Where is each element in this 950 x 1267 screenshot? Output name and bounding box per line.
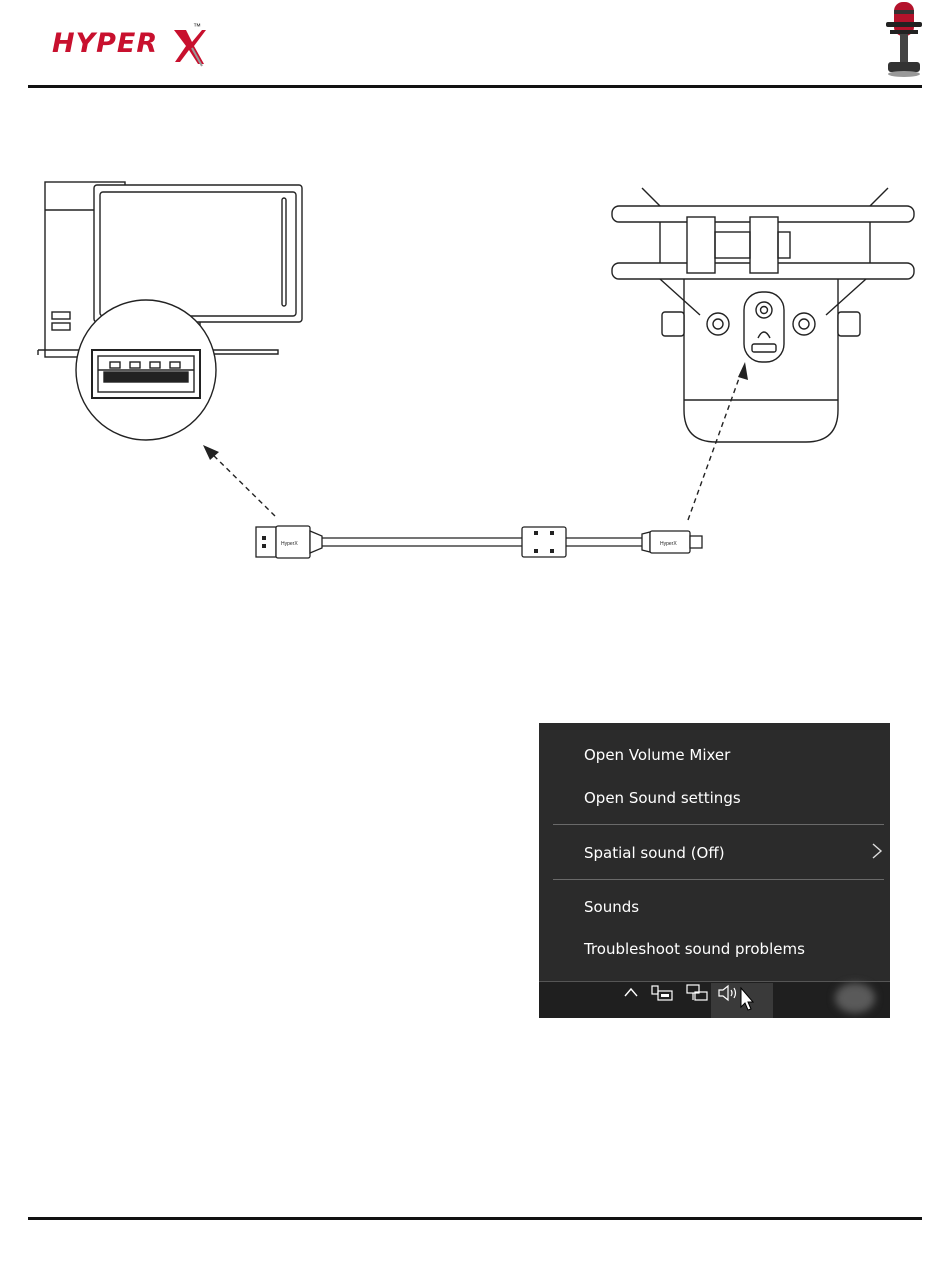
microphone-mount-icon [612,188,914,442]
usb-cable-icon [256,526,702,558]
chevron-up-icon[interactable] [623,985,639,999]
network-icon[interactable] [685,984,709,1002]
chevron-right-icon [871,842,883,860]
microphone-thumbnail-icon [880,0,928,80]
trademark-symbol: ™ [193,22,201,31]
connection-diagram [0,100,950,600]
menu-item-sounds[interactable]: Sounds [584,898,640,916]
cursor-icon [739,987,755,1013]
taskbar [539,981,890,1018]
logo-wordmark: HYPER [52,28,159,59]
menu-item-open-sound-settings[interactable]: Open Sound settings [584,789,741,807]
sound-context-menu [539,723,890,1018]
menu-separator [553,824,884,825]
footer-divider [28,1217,922,1220]
usb-port-zoom-icon [76,300,216,440]
cable-logo-micro: HyperX [660,541,677,547]
hyperx-logo [48,18,208,74]
menu-separator [553,879,884,880]
menu-item-open-volume-mixer[interactable]: Open Volume Mixer [584,746,731,764]
menu-item-troubleshoot[interactable]: Troubleshoot sound problems [584,940,805,958]
cable-logo: HyperX [281,541,298,547]
menu-item-spatial-sound[interactable]: Spatial sound (Off) [584,844,725,862]
speaker-icon[interactable] [717,984,741,1002]
header-divider [28,85,922,88]
usb-device-icon[interactable] [651,984,675,1002]
